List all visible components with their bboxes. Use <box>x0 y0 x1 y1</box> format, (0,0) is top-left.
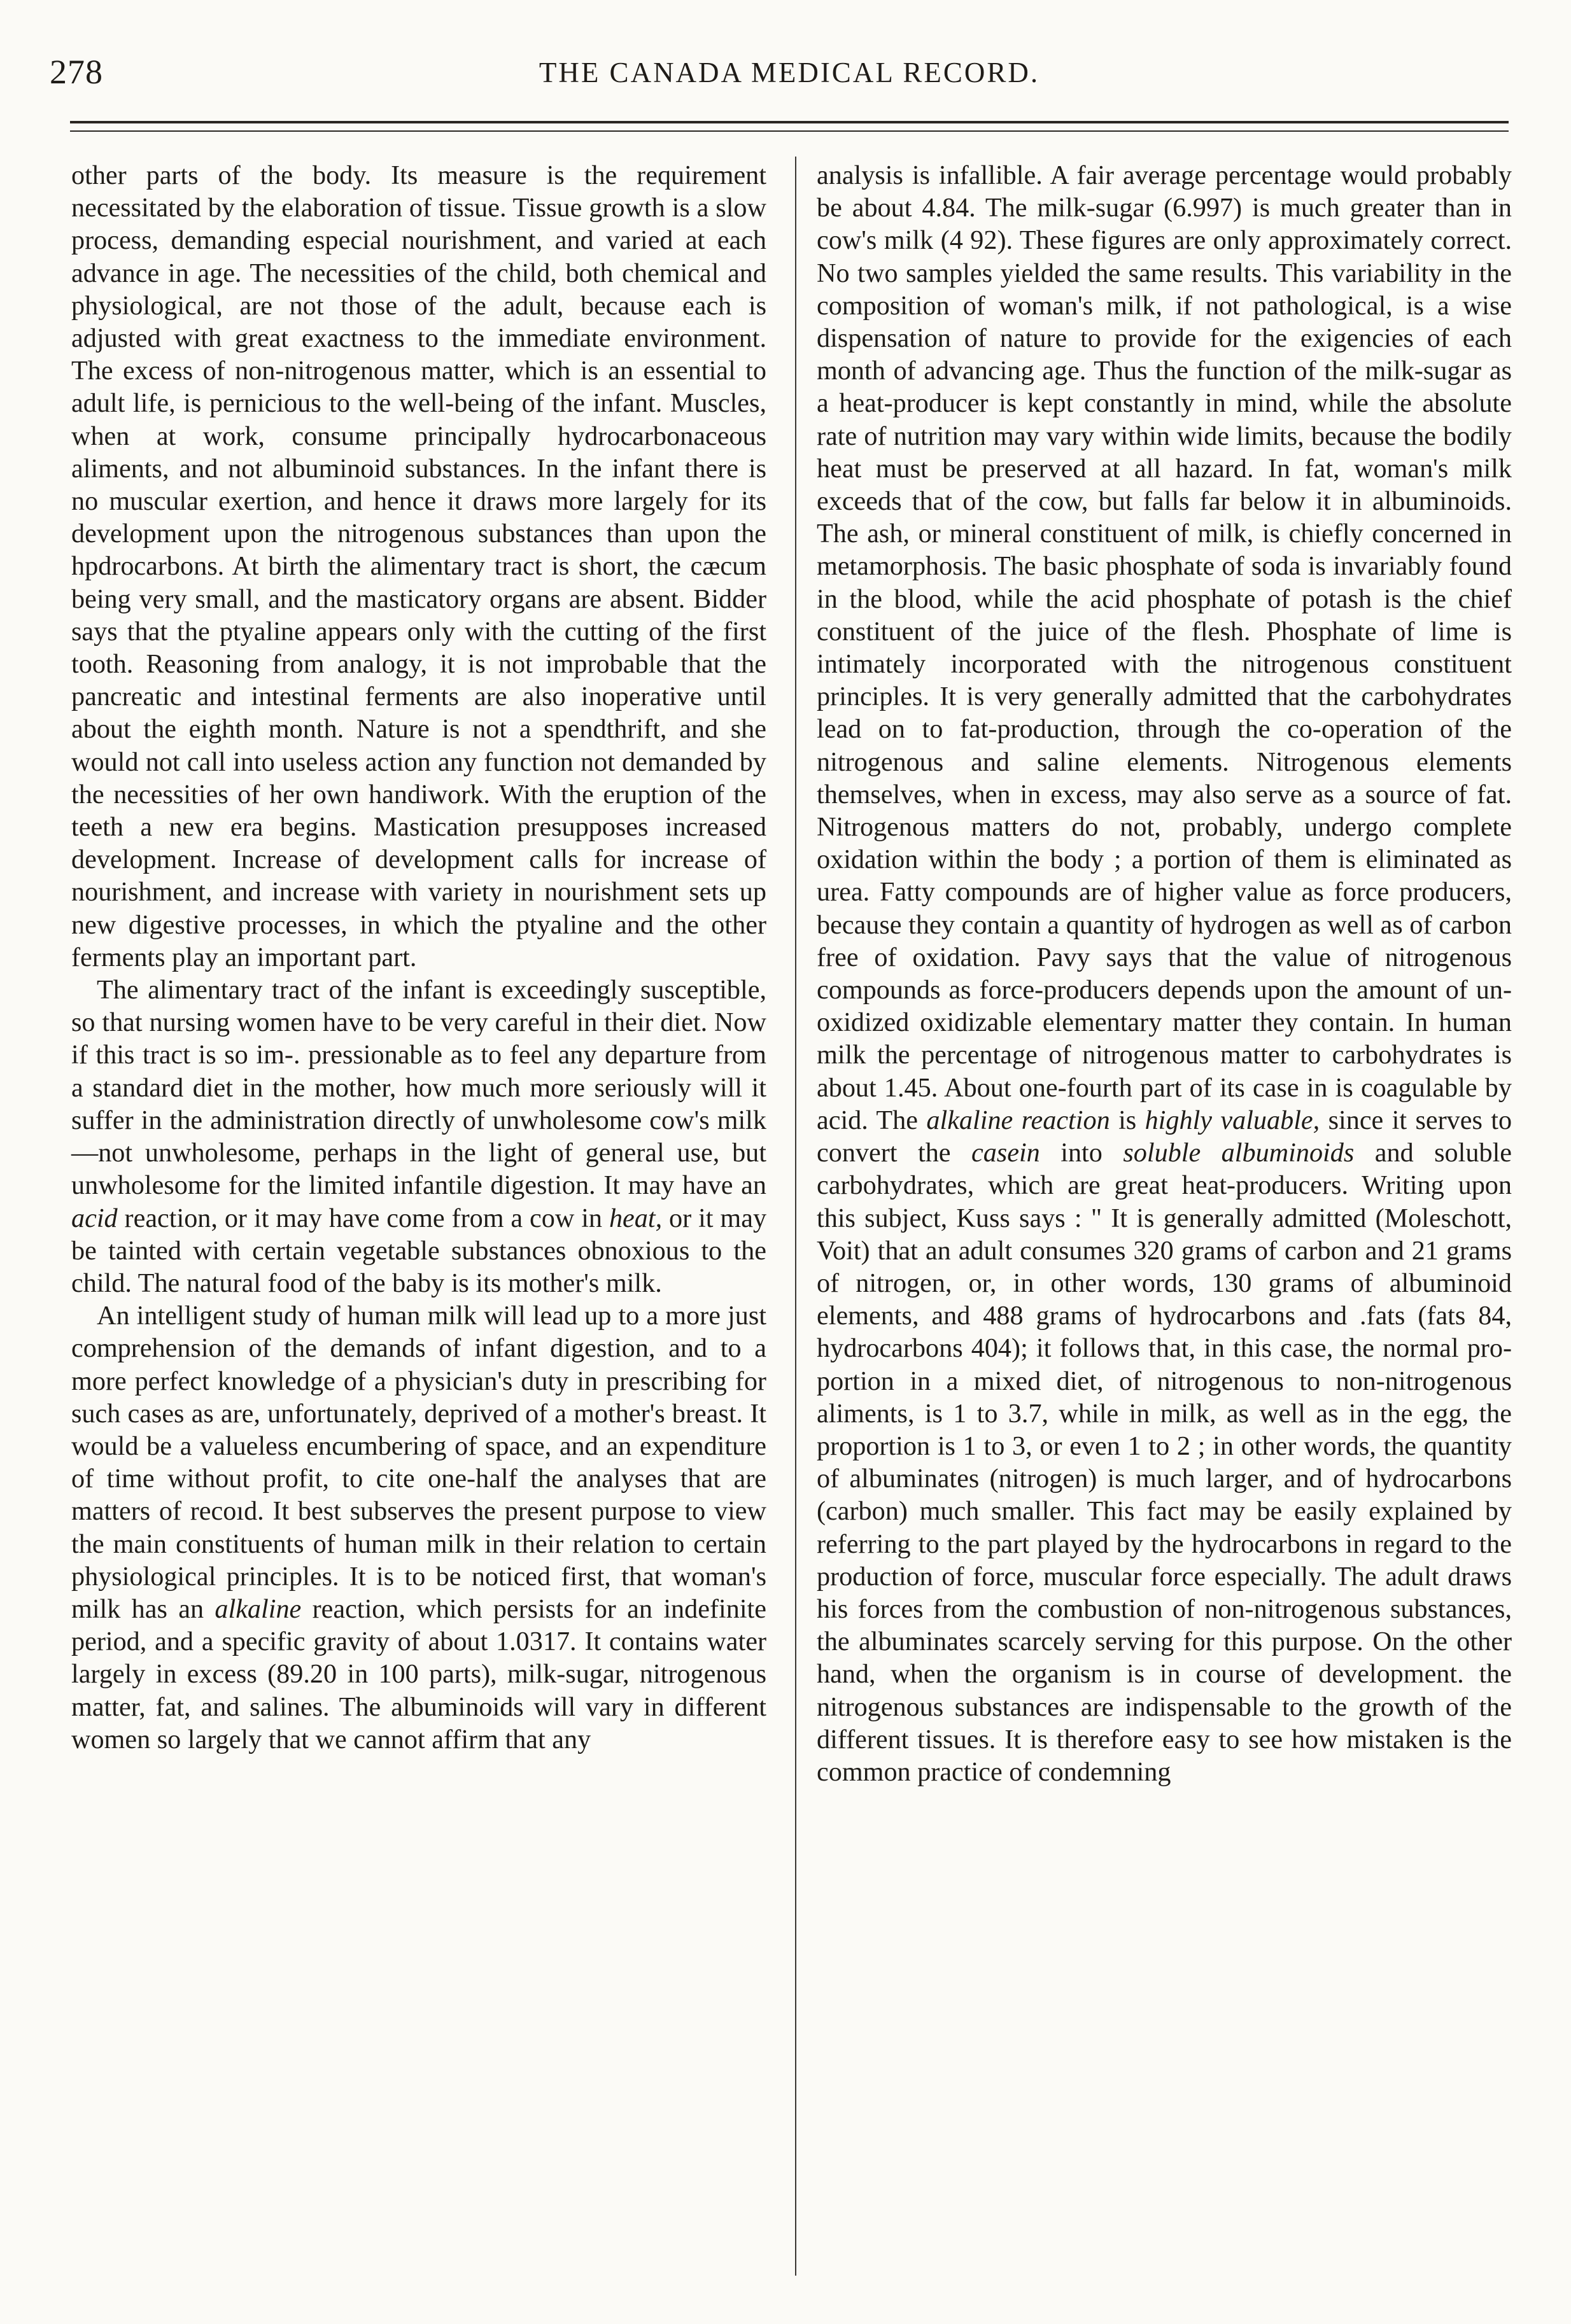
left-p1-text: other parts of the body. Its measure is the requirement necessitated by the elaboration of tissue. Tissue growth is a slow process, demanding especial nourishment, and varied at each advance in age. The necessities of the child, both chemical and physiological, are not those of the adult, because each is adjusted with great exactness to the immediate environment. The excess of non-nitrogenous matter, which is an essential to adult life, is pernicious to the well-being of the infant. Muscles, when at work, consume principally hydrocarbonaceous aliments, and not albuminoid substances. In the infant there is no muscular exertion, and hence it draws more largely for its development upon the nitrogenous substances than upon the hpdrocarbons. At birth the alimentary tract is short, the cæcum being very small, and the masticatory organs are absent. Bidder says that the ptyaline appears only with the cutting of the first tooth. Reasoning from analogy, it is not improbable that the pancreatic and intestinal ferments are also inoperative until about the eighth month. Nature is not a spendthrift, and she would not call into useless action any function not demanded by the necessities of her own handiwork. With the eruption of the teeth a new era begins. Mastication presupposes increased development. Increase of development calls for increase of nourishment, and increase with variety in nourishment sets up new digestive processes, in which the ptyaline and the other ferments play an important part. <box>71 160 766 972</box>
right-p1-is: is <box>1118 1105 1137 1135</box>
left-p2-text-a: The alimentary tract of the infant is exceedingly susceptible, so that nursing women have to be very careful in their diet. Now if this tract is so im-. pressionable as to feel any departure from a standard diet in the mother, how much more seriously will it suffer in the administration directly of unwholesome cow's milk—not unwholesome, perhaps in the light of general use, but unwholesome for the limited infantile digestion. It may have an <box>71 975 766 1201</box>
page-number: 278 <box>50 53 103 91</box>
left-p2-text-c: or it may be tainted with certain vegetable substances obnoxious to the child. The natural food of the baby is its mother's milk. <box>71 1203 767 1298</box>
right-p1-casein: casein <box>971 1138 1040 1168</box>
right-column <box>817 159 1512 1788</box>
right-p1-text-a: analysis is infallible. A fair average percentage would probably be about 4.84. The milk-sugar (6.997) is much greater than in cow's milk (4 92). These figures are only approximately correct. No two samples yielded the same results. This variability in the composition of woman's milk, if not pathological, is a wise dispensation of nature to provide for the exigencies of each month of advancing age. Thus the function of the milk-sugar as a heat-producer is kept constantly in mind, while the absolute rate of nutrition may vary within wide limits, because the bodily heat must be preserved at all hazard. In fat, woman's milk exceeds that of the cow, but falls far below it in albuminoids. The ash, or mineral constituent of milk, is chiefly concerned in metamorphosis. The basic phosphate of soda is invariably found in the blood, while the acid phosphate of potash is the chief constituent of the juice of the flesh. Phosphate of lime is intimately incorporated with the nitrogenous constituent principles. It is very generally admitted that the carbohydrates lead on to fat-production, through the co-operation of the nitrogenous and saline elements. Nitrogenous elements themselves, when in excess, may also serve as a source of fat. Nitrogenous matters do not, probably, undergo complete oxidation within the body ; a portion of them is eliminated as urea. Fatty compounds are of higher value as force producers, because they contain a quantity of hydrogen as well as of carbon free of oxidation. Pavy says that the value of nitrogenous compounds as force-producers depends upon the amount of unoxidized oxidizable elementary matter they contain. In human milk the percentage of nitrogenous matter to carbohydrates is about 1.45. About one-fourth part of its case in is coagulable by acid. The <box>817 160 1512 1135</box>
header-rule-thin <box>70 130 1509 132</box>
page-header <box>45 52 1534 109</box>
left-p3-text-b: reaction, which persists for an indefinite period, and a specific gravity of about 1.0317. It contains water largely in excess (89.20 in 100 parts), milk-sugar, nitrogenous matter, fat, and salines. The albuminoids will vary in different women so largely that we cannot affirm that any <box>71 1593 766 1754</box>
left-paragraph-1 <box>71 159 766 974</box>
right-p1-into: into <box>1060 1138 1103 1168</box>
left-column <box>71 159 766 1756</box>
column-divider <box>795 157 796 2276</box>
right-p1-soluble-albuminoids: soluble albuminoids <box>1123 1138 1355 1168</box>
left-p3-text-a: An intelligent study of human milk will lead up to a more just comprehension of the demands of infant digestion, and to a more perfect knowledge of a physician's duty in prescribing for such cases as are, unfortunately, deprived of a mother's breast. It would be a valueless encumbering of space, and an expenditure of time without profit, to cite one-half the analyses that are matters of recoıd. It best subserves the present purpose to view the main constituents of human milk in their relation to certain physiological principles. It is to be noticed first, that woman's milk has an <box>71 1301 766 1624</box>
left-paragraph-3 <box>71 1299 766 1756</box>
right-p1-text-b: since it serves to convert the <box>817 1105 1512 1168</box>
left-paragraph-2 <box>71 974 766 1299</box>
left-p3-alkaline: alkaline <box>215 1593 302 1624</box>
left-p2-heat: heat, <box>609 1203 663 1233</box>
right-p1-text-c: and soluble carbohydrates, which are great heat-producers. Writing upon this subject, Kuss says : " It is generally admitted (Moleschott, Voit) that an adult consumes 320 grams of carbon and 21 grams of nitrogen, or, in other words, 130 grams of albuminoid elements, and 488 grams of hydrocarbons and .fats (fats 84, hydrocarbons 404); it follows that, in this case, the normal proportion in a mixed diet, of nitrogenous to non-nitrogenous aliments, is 1 to 3.7, while in milk, as well as in the egg, the proportion is 1 to 3, or even 1 to 2 ; in other words, the quantity of albuminates (nitrogen) is much larger, and of hydrocarbons (carbon) much smaller. This fact may be easily explained by referring to the part played by the hydrocarbons in regard to the production of force, muscular force especially. The adult draws his forces from the combustion of non-nitrogenous substances, the albuminates scarcely serving for this purpose. On the other hand, when the organism is in course of development. the nitrogenous substances are indispensable to the growth of the different tissues. It is therefore easy to see how mistaken is the common practice of condemning <box>817 1138 1512 1787</box>
right-paragraph-1 <box>817 159 1512 1788</box>
right-p1-highly-valuable: highly valuable, <box>1145 1105 1320 1135</box>
right-p1-alkaline-reaction: alkaline reaction <box>926 1105 1110 1135</box>
running-title: THE CANADA MEDICAL RECORD. <box>539 57 1040 88</box>
left-p2-acid: acid <box>71 1203 118 1233</box>
header-rule-thick <box>70 121 1509 123</box>
left-p2-text-b: reaction, or it may have come from a cow in <box>124 1203 603 1233</box>
